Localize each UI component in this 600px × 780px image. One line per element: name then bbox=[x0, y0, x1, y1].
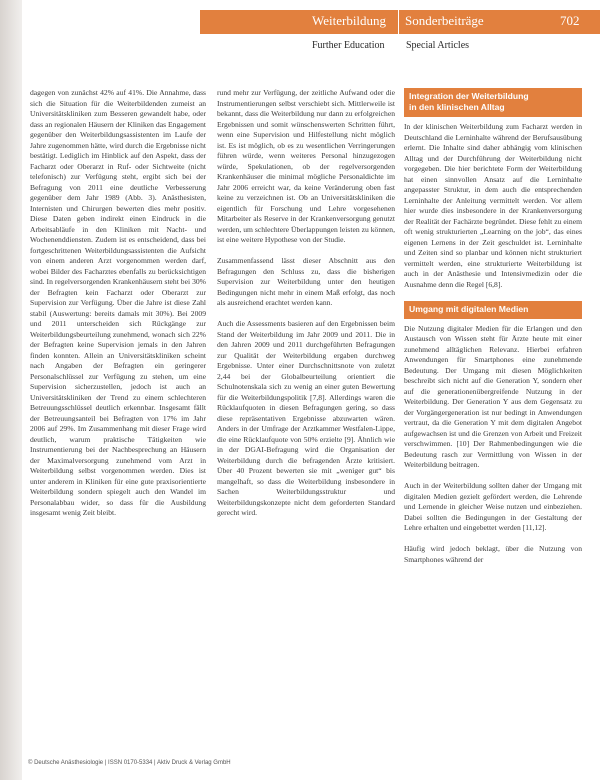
article-paragraph: Zusammenfassend lässt dieser Abschnitt aus den Befragungen den Schluss zu, dass die bisherigen Supervision zur Weiterbildung unter den heutigen Bedingungen nicht mehr in einem Maß erfolgt, das noch als ausreichend erachtet werden kann. bbox=[217, 256, 395, 307]
subtitle-special-articles: Special Articles bbox=[406, 40, 470, 51]
article-column-2 bbox=[217, 88, 395, 753]
subtitle-further-education: Further Education bbox=[312, 40, 385, 51]
page-gutter-shadow bbox=[0, 0, 22, 780]
article-paragraph: rund mehr zur Verfügung, der zeitliche Aufwand oder die Instrumentierungen selbst verschiebt sich. Mittlerweile ist bekannt, dass die Weiterbildung nur dann zu erfolgreichen Ergebnissen und somit wünschenswerten Schritten führt, wenn eine Supervision und Hilfestellung nicht möglich ist. Es ist möglich, ob es zu wesentlichen Verringerungen führen würde, wenn weiteres Personal hinzugezogen würde, Spekulationen, ob der regelversorgenden Krankenhäuser die minimal mögliche Personaldichte im Jahr 2006 erreicht war, da keine Veränderung oben fast keine zu verzeichnen ist. Ob an Universitätskliniken die eigentlich für Forschung und Lehre vorgesehenen Mitarbeiter als Reserve in der Krankenversorgung genutzt werden, um schlechtere Überlappungen leisten zu können, ist eine weitere Hypothese von der Studie. bbox=[217, 88, 395, 244]
section-subheading: Integration der Weiterbildung in den klinischen Alltag bbox=[404, 88, 582, 117]
article-column-1 bbox=[30, 88, 206, 753]
section-subheading: Umgang mit digitalen Medien bbox=[404, 301, 582, 319]
section-header-bar bbox=[200, 10, 600, 34]
section-title-en: Sonderbeiträge bbox=[405, 13, 484, 28]
article-column-3 bbox=[404, 88, 582, 753]
article-paragraph: Auch in der Weiterbildung sollten daher der Umgang mit digitalen Medien gezielt gefördert werden, die Lehrende und Lernende in gleicher Weise nutzen und einbeziehen. Dabei sollten die Bedingungen in der Gestaltung der Lehre erhalten und eingebettet werden [11,12]. bbox=[404, 481, 582, 532]
article-paragraph: Häufig wird jedoch beklagt, über die Nutzung von Smartphones während der bbox=[404, 544, 582, 564]
section-title-de: Weiterbildung bbox=[312, 13, 387, 28]
article-paragraph: In der klinischen Weiterbildung zum Facharzt werden in Deutschland die Lerninhalte während der Berufsausübung erlernt. Die Inhalte sind daher abhängig vom klinischen Alltag und der Durchführung der Weiterbildung nicht vorgegeben. Die hier berichtete Form der Weiterbildung hat einen sinnvollen Ansatz auf die Lerninhalte angepasster Struktur, in dem auch die entsprechenden Lerninhalte der Anleitung vermittelt werden. Vor allem hier wurde dies insbesondere in der Krankenversorgung der Realität der Fachärzte begründet. Diese fehlt zu einem oft wenig strukturierten „Learning on the job“, das eines eigenen Lernens in der Zeit geschuldet ist. Lerninhalte und Zeiten sind so planbar und können nicht strukturiert vermittelt werden, eine strukturierte Weiterbildung ist auch in der Anästhesie und Intensivmedizin oder die Ausnahme denn die Regel [6,8]. bbox=[404, 122, 582, 289]
copyright-footer: © Deutsche Anästhesiologie | ISSN 0170-5334 | Aktiv Druck & Verlag GmbH bbox=[28, 760, 231, 766]
article-paragraph: Die Nutzung digitaler Medien für die Erlangen und den Austausch von Wissen steht für Ärzte heute mit einer zunehmend alltäglichen Relevanz. Hierbei erfahren Anwendungen für Smartphones eine zunehmende Bedeutung. Der Umgang mit diesen Möglichkeiten beschreibt sich nicht auf die Generation Y, sondern eher auf die generationenübergreifende Nutzung in der Weiterbildung. Der Generation Y aus dem Gegensatz zu der Vorgängergeneration ist nur bedingt in Anwendungen vertraut, da die Generation Y mit dem digitalen Angebot aufgewachsen ist und die Grenzen von Arbeit und Freizeit verschwimmen. [10] Der Rahmenbedingungen wie die Bedeutung rasch zur Vermittlung von Wissen in der Weiterbildung beitragen. bbox=[404, 323, 582, 469]
article-paragraph: Auch die Assessments basieren auf den Ergebnissen beim Stand der Weiterbildung im Jahr 2009 und 2011. Die in den Jahren 2009 und 2011 durchgeführten Befragungen zur Qualität der Weiterbildung ergaben durchweg Ergebnisse. Unter einer Durchschnittsnote von zuletzt 2,44 bei der Globalbeurteilung orientiert die Schulnotenskala sich zu wenig an einer guten Bewertung für die Weiterbildungspolitik [7,8]. Allerdings waren die Rücklaufquoten in diesen Befragungen gering, so dass diese repräsentativen Ergebnisse abzuwarten wären. Anders in der Umfrage der Arztkammer Westfalen-Lippe, die eine Rücklaufquote von 50% erzielte [9]. Ähnlich wie in der DGAI-Befragung wird die Organisation der Weiterbildung durch die befragenden Ärzte kritisiert. Über 40 Prozent bewerten sie mit „weniger gut“ bis mangelhaft, so dass die Weiterbildung insbesondere in Sachen Weiterbildungsstruktur und Weiterbildungskonzepte nicht dem geforderten Standard gerecht wird. bbox=[217, 319, 395, 517]
header-divider bbox=[398, 10, 399, 34]
page-number: 702 bbox=[560, 13, 580, 28]
article-paragraph: dagegen von zunächst 42% auf 41%. Die Annahme, dass sich die Situation für die Weiterbildenden zumeist an Universitätskliniken zum Besseren gewandelt habe, oder dass an regionalen Häusern der Kliniken das Engagement gegenüber den Weiterbildungsassistenten im Laufe der Jahre zugenommen hätte, wird durch die Ergebnisse nicht bestätigt. Lediglich im Hinblick auf den Aspekt, dass der Facharzt oder Oberarzt in Ruf- oder Sichtweite (nicht telefonisch) zur Verfügung steht, ergibt sich bei der Befragung von 2011 eine deutliche Verbesserung gegenüber dem Jahr 1989 (Abb. 3). Anästhesisten, Internisten und Chirurgen bewerten dies mehr positiv. Diese Daten geben indirekt einen Eindruck in die Arbeitsabläufe in den Kliniken mit Nacht- und Wochenenddiensten. Zudem ist es entscheidend, dass bei fortgeschrittenen Weiterbildungsassistenten die Aufsicht von einem anderen Arzt vorgenommen werden darf, wobei Bilder des Facharztes ebenfalls zu berücksichtigen sind. In regelversorgenden Krankenhäusern steht bei 30% der Befragten kein Facharzt oder Oberarzt zur Supervision zur Verfügung. Über die Jahre ist diese Zahl stabil (Auswertung: bereits damals mit 30%). Bei 2009 und 2011 unterscheiden sich Rückgänge zur Weiterbildungsbeurteilung zunehmend, wonach sich 22% der Befragten keine Supervision jemals in den Jahren finden konnten. Allein an Universitätskliniken scheint nach Angaben der Befragten ein geringerer Personalschlüssel zur Verfügung zu stehen, um eine Supervision sicherzustellen, jedoch ist auch an Universitätskliniken der Trend zu einem schlechteren Betreuungsschlüssel deutlich erkennbar. Insgesamt fällt der Betreuungsanteil bei Befragten von 17% im Jahr 2006 auf 29%. Im Zusammenhang mit dieser Frage wird deutlich, warum praktische Tätigkeiten wie Instrumentierung bei der Nachbesprechung an Häusern der Maximalversorgung zunehmend vom Arzt in Weiterbildung selbst vorgenommen werden. Dies ist unter anderem in Kliniken für eine gute praxisorientierte Weiterbildung sondern spiegelt auch den Wandel im Personalabbau wider, so dass für die Ausbildung insgesamt wenig Zeit bleibt. bbox=[30, 88, 206, 517]
